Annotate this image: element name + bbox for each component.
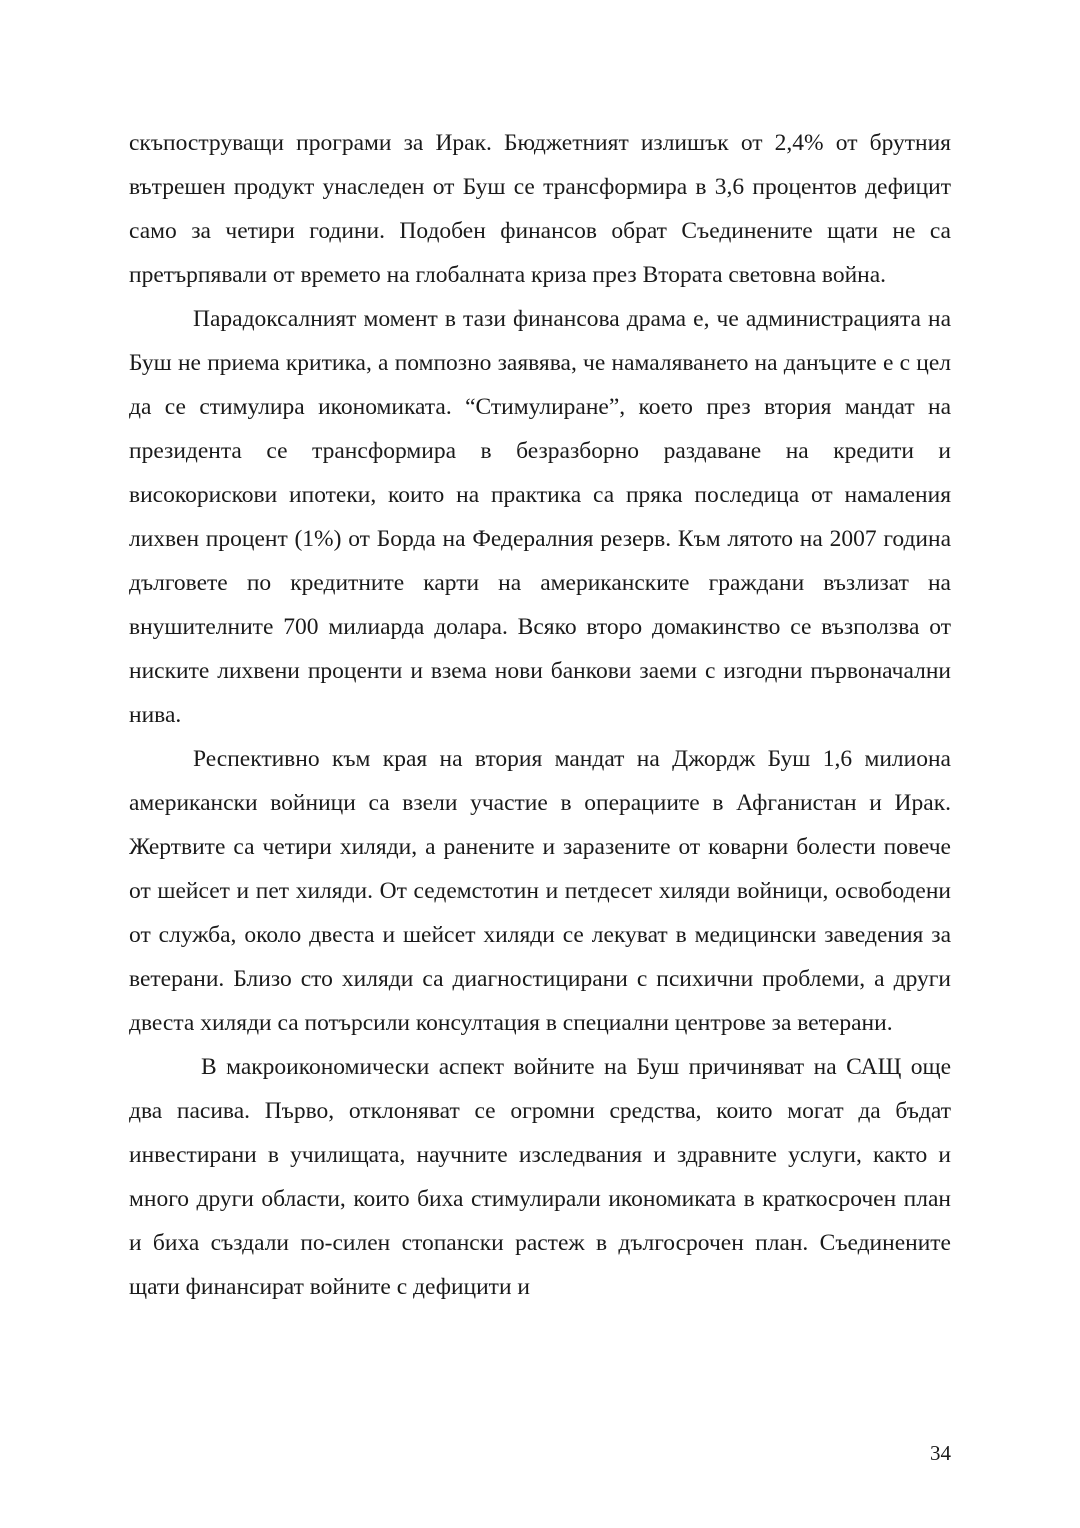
paragraph-3: Респективно към края на втория мандат на Джордж Буш 1,6 милиона американски войници са взели участие в операциите в Афганистан и Ирак. Жертвите са четири хиляди, а ранените и заразените от коварни болести повече от шейсет и пет хиляди. От седемстотин и петдесет хиляди войници, освободени от служба, около двеста и шейсет хиляди се лекуват в медицински заведения за ветерани. Близо сто хиляди са диагностицирани с психични проблеми, а други двеста хиляди са потърсили консултация в специални центрове за ветерани. — [129, 746, 951, 1036]
paragraph-4: В макроикономически аспект войните на Буш причиняват на САЩ още два пасива. Първо, отклоняват се огромни средства, които могат да бъдат инвестирани в училищата, научните изследвания и здравните услуги, както и много други области, които биха стимулирали икономиката в краткосрочен план и биха създали по-силен стопански растеж в дългосрочен план. Съединените щати финансират войните с дефицити и — [129, 1054, 951, 1300]
paragraph-1: скъпоструващи програми за Ирак. Бюджетният излишък от 2,4% от брутния вътрешен продукт унаследен от Буш се трансформира в 3,6 процентов дефицит само за четири години. Подобен финансов обрат Съединените щати не са претърпявали от времето на глобалната криза през Втората световна война. — [129, 130, 951, 288]
page-number: 34 — [930, 1441, 951, 1465]
paragraph-2: Парадоксалният момент в тази финансова драма е, че администрацията на Буш не приема критика, а помпозно заявява, че намаляването на данъците е с цел да се стимулира икономиката. “Стимулиране”, което през втория мандат на президента се трансформира в безразборно раздаване на кредити и високорискови ипотеки, които на практика са пряка последица от намаления лихвен процент (1%) от Борда на Федералния резерв. Към лятото на 2007 година дълговете по кредитните карти на американските граждани възлизат на внушителните 700 милиарда долара. Всяко второ домакинство се възползва от ниските лихвени проценти и взема нови банкови заеми с изгодни първоначални нива. — [129, 306, 951, 728]
body-text — [129, 121, 951, 1309]
